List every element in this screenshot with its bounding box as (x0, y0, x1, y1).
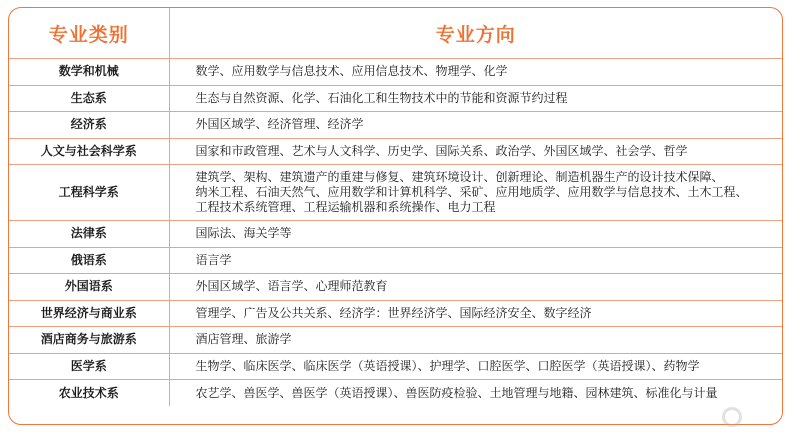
category-cell: 法律系 (9, 221, 169, 248)
majors-table (9, 8, 782, 406)
category-cell: 农业技术系 (9, 380, 169, 407)
table-row (9, 221, 782, 248)
table-row (9, 112, 782, 139)
direction-line: 管理学、广告及公共关系、经济学：世界经济学、国际经济安全、数字经济 (195, 305, 592, 320)
category-cell: 外国语系 (9, 274, 169, 301)
watermark-icon (722, 407, 742, 427)
direction-line: 数学、应用数学与信息技术、应用信息技术、物理学、化学 (195, 64, 508, 79)
direction-cell (169, 327, 782, 354)
direction-cell (169, 380, 782, 407)
table-row (9, 85, 782, 112)
direction-line: 纳米工程、石油天然气、应用数学和计算机科学、采矿、应用地质学、应用数学与信息技术、土木工程、 (195, 185, 748, 199)
table-row (9, 274, 782, 301)
direction-cell (169, 221, 782, 248)
direction-line: 酒店管理、旅游学 (195, 332, 292, 347)
category-cell: 生态系 (9, 85, 169, 112)
direction-line: 生态与自然资源、化学、石油化工和生物技术中的节能和资源节约过程 (195, 90, 568, 105)
direction-cell (169, 300, 782, 327)
category-cell: 人文与社会科学系 (9, 138, 169, 165)
direction-cell (169, 247, 782, 274)
category-cell: 工程科学系 (9, 165, 169, 221)
header-direction: 专业方向 (169, 8, 782, 59)
direction-line: 建筑学、架构、建筑遗产的重建与修复、建筑环境设计、创新理论、制造机器生产的设计技术保障、 (195, 170, 724, 184)
table-row (9, 380, 782, 407)
direction-line: 工程技术系统管理、工程运输机器和系统操作、电力工程 (195, 200, 496, 214)
direction-line: 国际法、海关学等 (195, 226, 292, 241)
direction-cell (169, 353, 782, 380)
majors-table-frame (8, 7, 783, 425)
table-row (9, 353, 782, 380)
direction-cell (169, 112, 782, 139)
direction-cell (169, 59, 782, 86)
category-cell: 经济系 (9, 112, 169, 139)
watermark-logo (722, 402, 792, 432)
direction-line: 国家和市政管理、艺术与人文科学、历史学、国际关系、政治学、外国区域学、社会学、哲学 (195, 143, 688, 158)
table-body (9, 59, 782, 407)
direction-cell (169, 85, 782, 112)
direction-line: 农艺学、兽医学、兽医学（英语授课）、兽医防疫检验、土地管理与地籍、园林建筑、标准化与计量 (195, 385, 718, 400)
table-row (9, 59, 782, 86)
direction-cell (169, 165, 782, 221)
category-cell: 世界经济与商业系 (9, 300, 169, 327)
direction-line: 外国区域学、经济管理、经济学 (195, 117, 364, 132)
category-cell: 数学和机械 (9, 59, 169, 86)
table-row (9, 247, 782, 274)
category-cell: 俄语系 (9, 247, 169, 274)
category-cell: 医学系 (9, 353, 169, 380)
header-category: 专业类别 (9, 8, 169, 59)
table-row (9, 300, 782, 327)
table-row (9, 138, 782, 165)
table-header-row (9, 8, 782, 59)
direction-line: 生物学、临床医学、临床医学（英语授课）、护理学、口腔医学、口腔医学（英语授课）、药物学 (195, 358, 700, 373)
table-row (9, 327, 782, 354)
direction-cell (169, 274, 782, 301)
direction-cell (169, 138, 782, 165)
table-row (9, 165, 782, 221)
direction-line: 语言学 (195, 252, 232, 267)
category-cell: 酒店商务与旅游系 (9, 327, 169, 354)
direction-line: 外国区域学、语言学、心理师范教育 (195, 279, 388, 294)
